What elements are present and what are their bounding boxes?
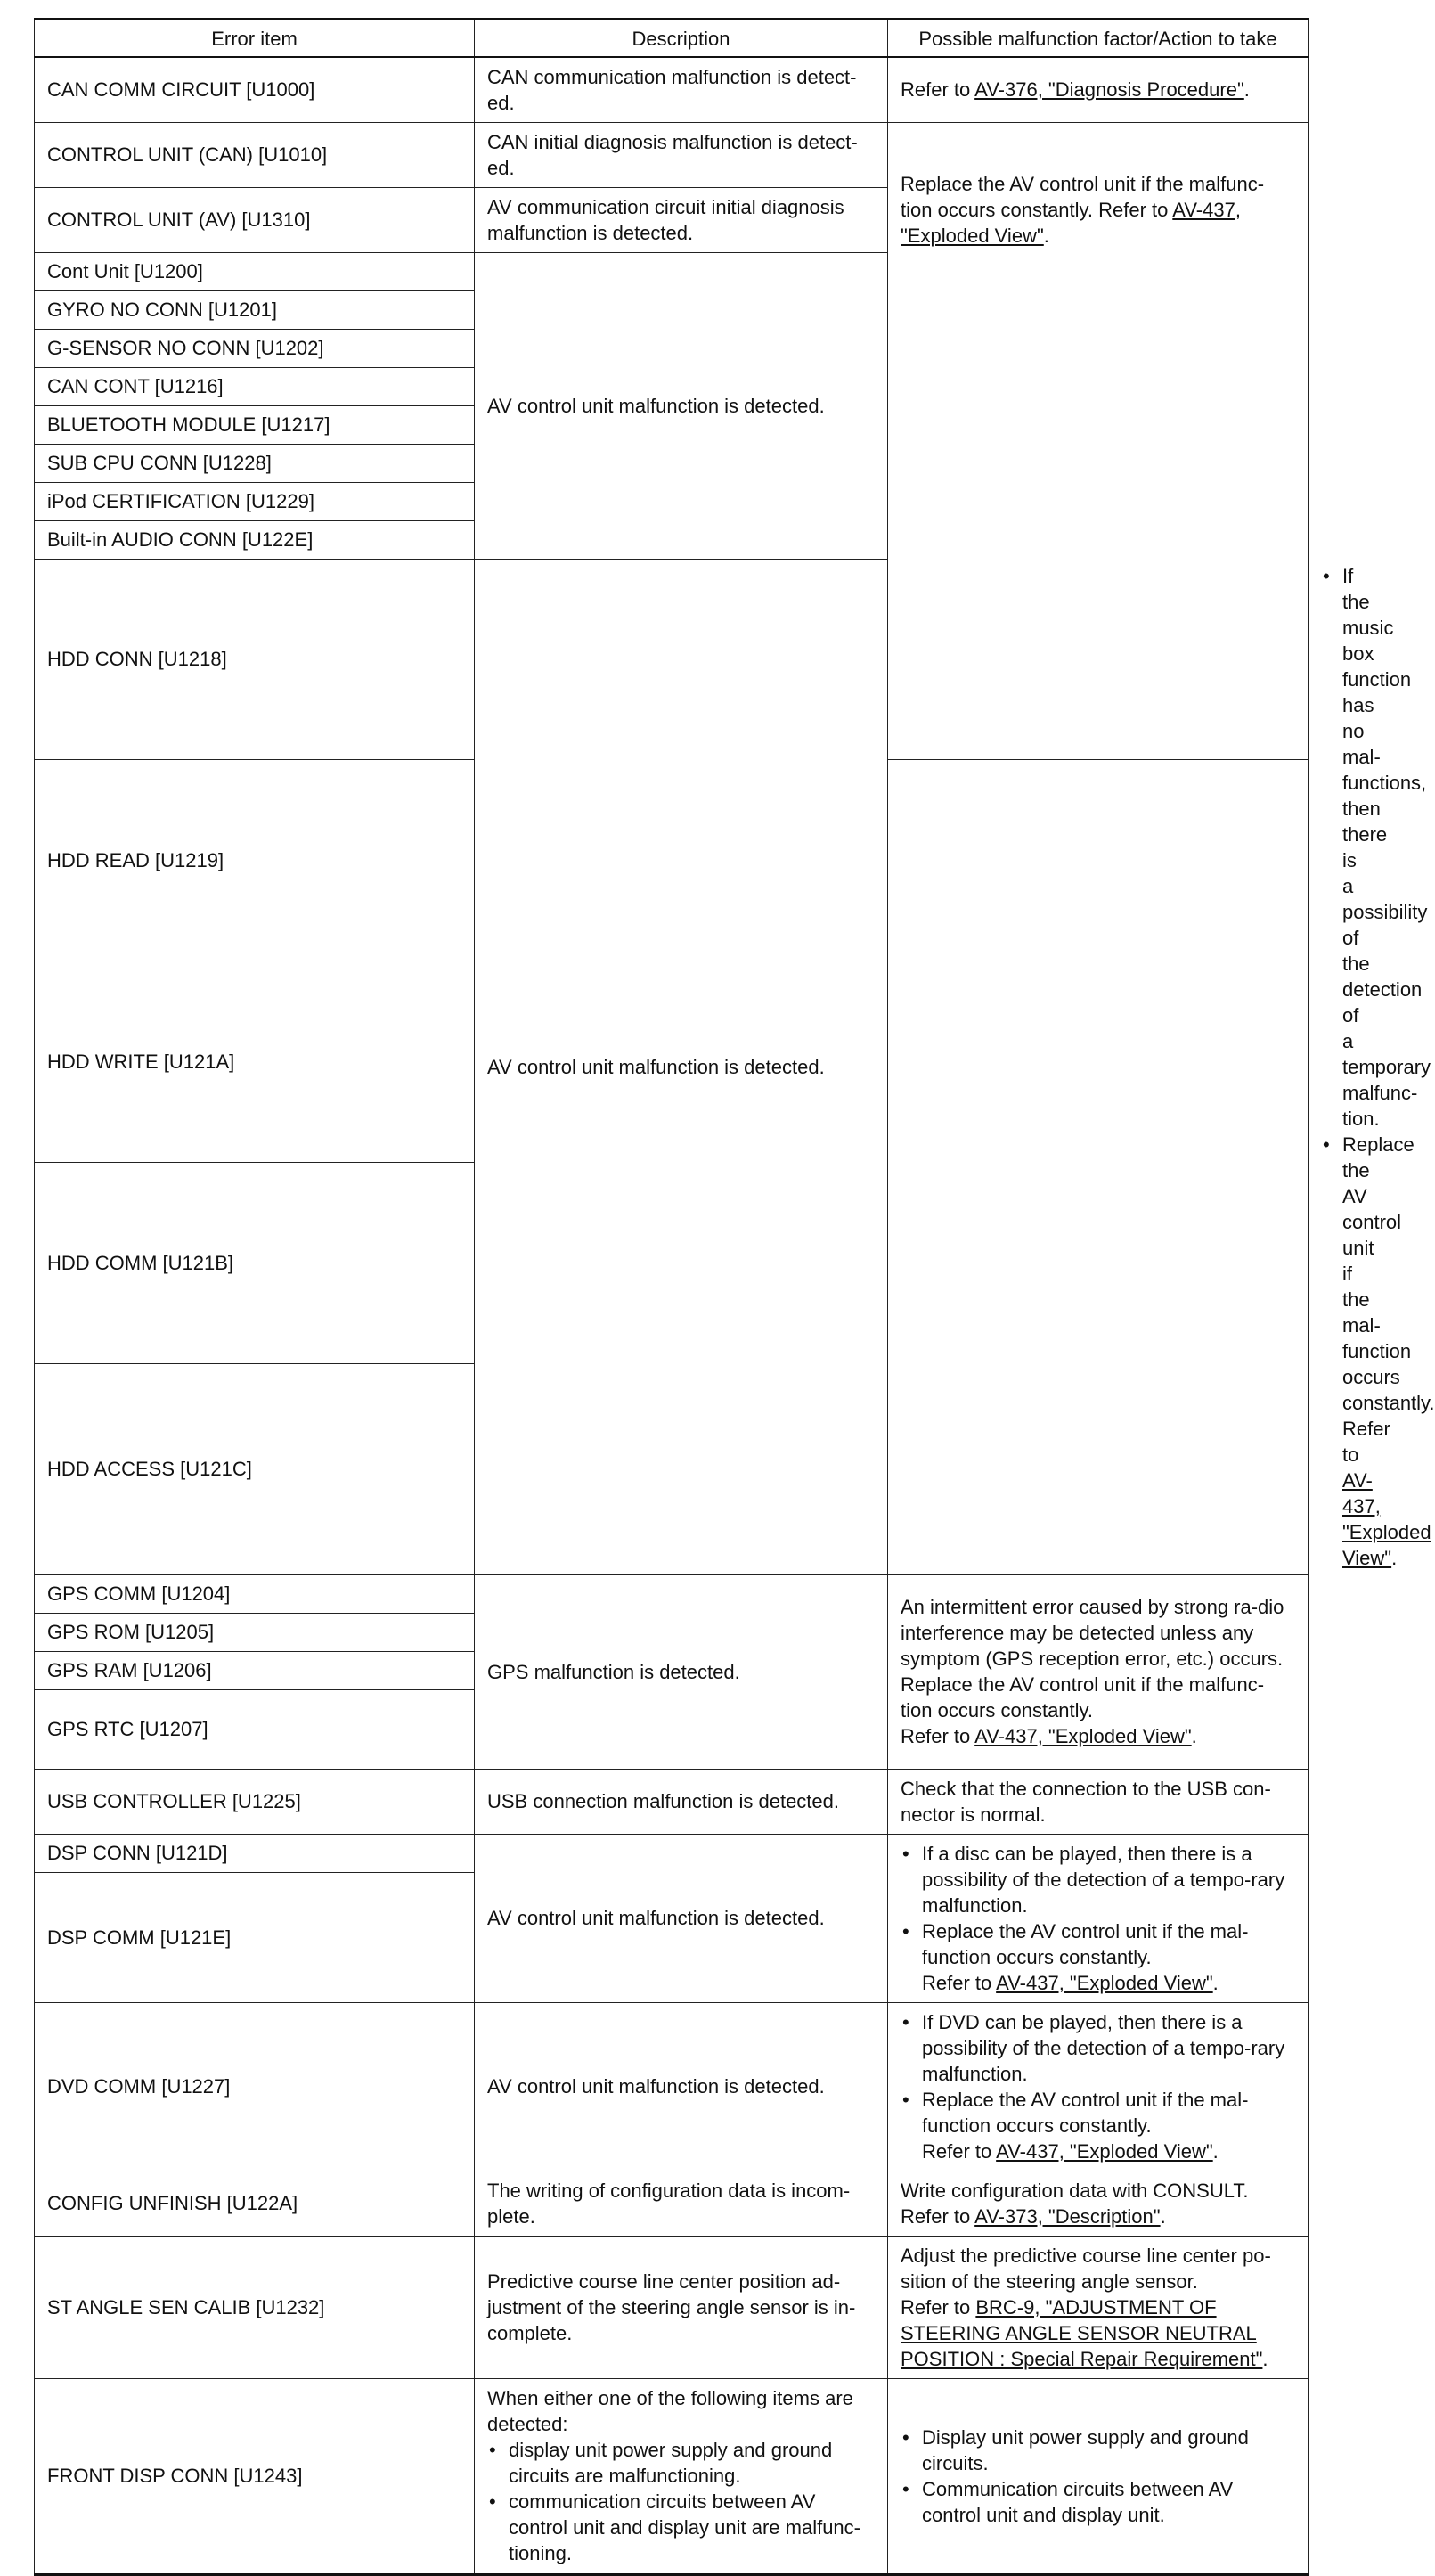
bullet-item: • If the music box function has no mal-functions, then there is a possibility of the detection of a temporary malfunc-tion. (1321, 563, 1342, 1132)
error-item-cell: HDD CONN [U1218] (35, 559, 475, 760)
action-text: Replace the AV control unit if the malfunc-tion occurs constantly. Refer to (901, 172, 1265, 221)
action-cell (888, 122, 1309, 760)
error-item-cell: GPS RTC [U1207] (35, 1689, 475, 1769)
bullet-item: • Replace the AV control unit if the mal-function occurs constantly. (1321, 1132, 1342, 1416)
reference-link[interactable]: AV-437, "Exploded View" (974, 1725, 1192, 1747)
description-cell: GPS malfunction is detected. (475, 1574, 888, 1769)
action-text: Refer to (901, 78, 975, 102)
action-text-end: . (1262, 2347, 1268, 2370)
description-cell: AV control unit malfunction is detected. (475, 559, 888, 1574)
action-cell (888, 2002, 1309, 2171)
error-table (34, 18, 1435, 2576)
action-text: Refer to (901, 1725, 975, 1747)
bullet-item: • display unit power supply and ground circuits are malfunctioning. (487, 2437, 875, 2489)
document-page (34, 18, 1435, 2576)
description-cell: AV communication circuit initial diagnosis malfunction is detected. (475, 187, 888, 252)
table-row (35, 2378, 1309, 2574)
reference-link[interactable]: AV-437, "Exploded View" (996, 2139, 1213, 2163)
action-text: An intermittent error caused by strong ra-dio interference may be detected unless any symptom (GPS reception error, etc.) occurs. (901, 1596, 1284, 1670)
action-text: Adjust the predictive course line center po-sition of the steering angle sensor. (901, 2244, 1271, 2293)
description-cell (475, 2378, 888, 2574)
error-item-cell: CONFIG UNFINISH [U122A] (35, 2171, 475, 2236)
reference-link[interactable]: AV-437, "Exploded View" (996, 1971, 1213, 1994)
reference-link[interactable]: BRC-9, "ADJUSTMENT OF STEERING ANGLE SENSOR NEUTRAL POSITION : Special Repair Requirement" (901, 2295, 1263, 2370)
action-text: Refer to (922, 1971, 997, 1994)
reference-line (901, 2294, 1302, 2372)
action-cell (888, 1574, 1309, 1769)
error-item-cell: FRONT DISP CONN [U1243] (35, 2378, 475, 2574)
error-item-cell: Built-in AUDIO CONN [U122E] (35, 520, 475, 559)
header-error-item: Error item (35, 20, 475, 58)
description-cell: USB connection malfunction is detected. (475, 1769, 888, 1834)
action-cell (888, 2171, 1309, 2236)
reference-line (1321, 1416, 1431, 1571)
description-cell: Predictive course line center position ad-justment of the steering angle sensor is in-complete. (475, 2236, 888, 2378)
error-item-cell: CAN CONT [U1216] (35, 367, 475, 405)
bullet-item: • If DVD can be played, then there is a possibility of the detection of a tempo-rary malfunction. (901, 2009, 1295, 2087)
error-item-cell: DVD COMM [U1227] (35, 2002, 475, 2171)
reference-link[interactable]: AV-373, "Description" (974, 2204, 1161, 2228)
error-item-cell: HDD READ [U1219] (35, 760, 475, 961)
error-item-cell: GPS ROM [U1205] (35, 1613, 475, 1651)
reference-link[interactable]: AV-437, "Exploded View" (1342, 1468, 1431, 1569)
error-item-cell: Cont Unit [U1200] (35, 252, 475, 290)
error-item-cell: DSP CONN [U121D] (35, 1834, 475, 1872)
bullet-list (901, 1841, 1295, 1970)
error-item-cell: BLUETOOTH MODULE [U1217] (35, 405, 475, 444)
action-text: Replace the AV control unit if the malfunc-tion occurs constantly. (901, 1673, 1265, 1721)
bullet-item: • Communication circuits between AV control unit and display unit. (901, 2476, 1295, 2528)
bullet-list (901, 2425, 1295, 2528)
error-item-cell: HDD ACCESS [U121C] (35, 1364, 475, 1574)
action-text-end: . (1212, 2139, 1219, 2163)
description-text: When either one of the following items are detected: (487, 2387, 853, 2435)
action-cell (888, 2236, 1309, 2378)
header-action: Possible malfunction factor/Action to take (888, 20, 1309, 58)
action-text-end: . (1212, 1971, 1219, 1994)
error-item-cell: CAN COMM CIRCUIT [U1000] (35, 57, 475, 122)
error-item-cell: SUB CPU CONN [U1228] (35, 444, 475, 482)
error-item-cell: GPS COMM [U1204] (35, 1574, 475, 1613)
description-cell: The writing of configuration data is incom-plete. (475, 2171, 888, 2236)
error-item-cell: HDD WRITE [U121A] (35, 961, 475, 1163)
action-text-end: . (1160, 2204, 1166, 2228)
error-item-cell: GYRO NO CONN [U1201] (35, 290, 475, 329)
error-item-cell: iPod CERTIFICATION [U1229] (35, 482, 475, 520)
error-item-cell: GPS RAM [U1206] (35, 1651, 475, 1689)
reference-line (901, 2204, 1295, 2229)
bullet-item: • If a disc can be played, then there is a possibility of the detection of a tempo-rary malfunction. (901, 1841, 1295, 1918)
reference-line (901, 1723, 1295, 1749)
bullet-item: • Display unit power supply and ground circuits. (901, 2425, 1295, 2476)
action-cell (888, 1834, 1309, 2002)
reference-link[interactable]: AV-437, "Exploded View" (901, 198, 1241, 247)
error-item-cell: DSP COMM [U121E] (35, 1872, 475, 2002)
error-item-cell: CONTROL UNIT (AV) [U1310] (35, 187, 475, 252)
error-item-cell: HDD COMM [U121B] (35, 1163, 475, 1364)
reference-line (901, 2138, 1295, 2164)
action-text-end: . (1043, 224, 1049, 247)
error-item-cell: ST ANGLE SEN CALIB [U1232] (35, 2236, 475, 2378)
reference-link[interactable]: AV-376, "Diagnosis Procedure" (974, 78, 1244, 102)
error-item-cell: G-SENSOR NO CONN [U1202] (35, 329, 475, 367)
action-text: Refer to (1342, 1417, 1390, 1466)
action-cell (888, 2378, 1309, 2574)
error-item-cell: USB CONTROLLER [U1225] (35, 1769, 475, 1834)
action-text: Refer to (901, 2295, 976, 2318)
bullet-item: • Replace the AV control unit if the mal-function occurs constantly. (901, 1918, 1295, 1970)
table-row (35, 2171, 1309, 2236)
header-row (35, 20, 1309, 58)
description-cell: AV control unit malfunction is detected. (475, 1834, 888, 2002)
action-text: Write configuration data with CONSULT. (901, 2179, 1249, 2202)
error-item-cell: CONTROL UNIT (CAN) [U1010] (35, 122, 475, 187)
action-text-end: . (1191, 1725, 1197, 1747)
table-row (35, 1769, 1309, 1834)
description-cell: CAN communication malfunction is detect-ed. (475, 57, 888, 122)
table-row (35, 122, 1309, 187)
description-cell: AV control unit malfunction is detected. (475, 252, 888, 559)
table-row (35, 1574, 1309, 1613)
action-text: Refer to (922, 2139, 997, 2163)
action-text-end: . (1391, 1546, 1398, 1569)
action-cell (888, 57, 1309, 122)
action-cell: Check that the connection to the USB con-nector is normal. (888, 1769, 1309, 1834)
header-description: Description (475, 20, 888, 58)
bullet-list (487, 2437, 875, 2566)
table-row (35, 1834, 1309, 1872)
bullet-list (901, 2009, 1295, 2138)
description-cell: CAN initial diagnosis malfunction is detect-ed. (475, 122, 888, 187)
action-text: Refer to (901, 2204, 975, 2228)
table-row (35, 57, 1309, 122)
description-cell: AV control unit malfunction is detected. (475, 2002, 888, 2171)
action-text-end: . (1243, 78, 1250, 102)
bullet-item: • Replace the AV control unit if the mal-function occurs constantly. (901, 2087, 1295, 2138)
reference-line (901, 1970, 1295, 1996)
bullet-item: • communication circuits between AV control unit and display unit are malfunc-tioning. (487, 2489, 875, 2566)
table-row (35, 2002, 1309, 2171)
table-row (35, 2236, 1309, 2378)
